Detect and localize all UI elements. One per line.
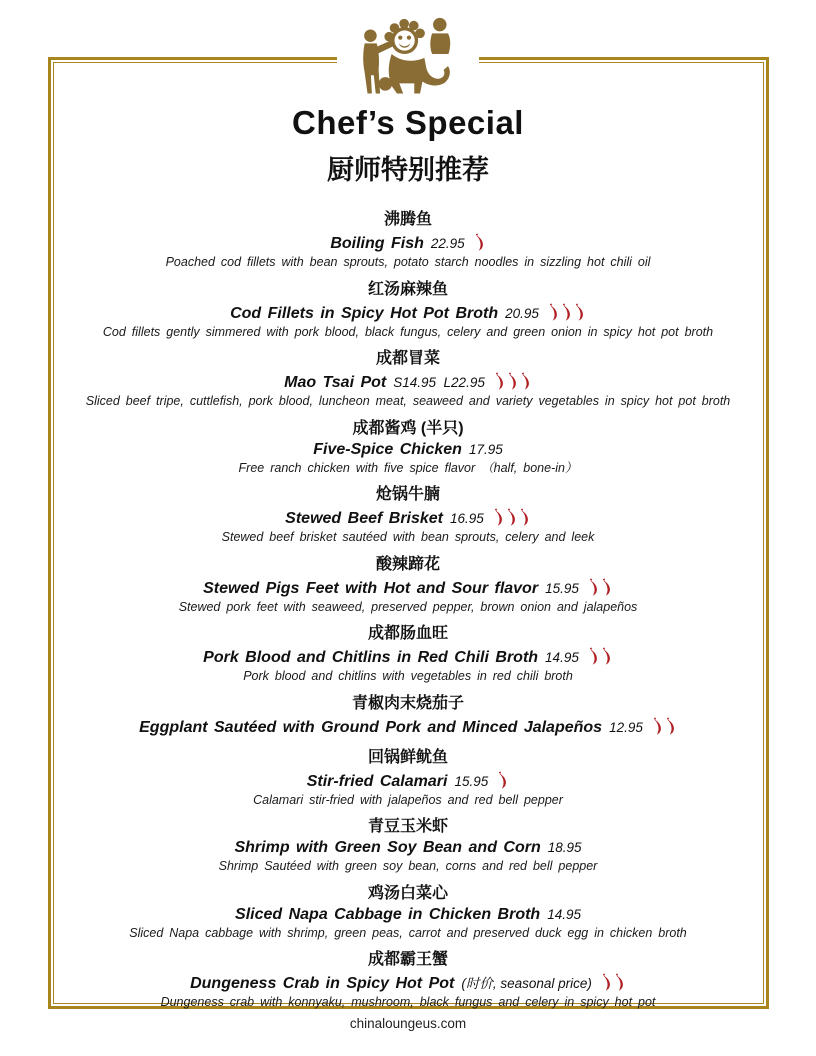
- dish-price: 14.95: [545, 650, 579, 665]
- chili-pepper-icon: [561, 303, 573, 321]
- dish-name-line: [56, 505, 760, 530]
- dish-name-line: [56, 970, 760, 995]
- dish-name-english: Stewed Pigs Feet with Hot and Sour flavor: [203, 579, 539, 597]
- chili-pepper-icon: [614, 973, 626, 991]
- spice-level-indicator: [548, 303, 586, 321]
- menu-item: [56, 694, 760, 739]
- chili-pepper-icon: [474, 233, 486, 251]
- menu-item: [56, 349, 760, 410]
- dish-price: 16.95: [450, 511, 484, 526]
- menu-item: [56, 884, 760, 942]
- dish-description: Pork blood and chitlins with vegetables in red chili broth: [243, 669, 573, 683]
- dish-price: 15.95: [545, 580, 579, 596]
- menu-content: [56, 0, 760, 1020]
- dish-name-english: Five-Spice Chicken: [313, 440, 462, 458]
- dish-name-line: [56, 768, 760, 793]
- spice-level-indicator: [588, 647, 613, 665]
- menu-item: [56, 280, 760, 341]
- spice-level-indicator: [652, 717, 677, 735]
- chili-pepper-icon: [497, 771, 509, 789]
- dish-description: Sliced beef tripe, cuttlefish, pork blood, luncheon meat, seaweed and variety vegetables in spicy hot pot broth: [85, 394, 731, 408]
- menu-item-list: [56, 210, 760, 1011]
- dish-price: (时价, seasonal price): [461, 976, 592, 991]
- chili-pepper-icon: [519, 508, 531, 526]
- dish-name-line: [56, 714, 760, 739]
- chili-pepper-icon: [601, 973, 613, 991]
- dish-price: 17.95: [468, 441, 503, 457]
- dish-description: Calamari stir-fried with jalapeños and red bell pepper: [253, 792, 563, 807]
- dish-description: Sliced Napa cabbage with shrimp, green peas, carrot and preserved duck egg in chicken broth: [129, 925, 687, 940]
- dish-description: Stewed pork feet with seaweed, preserved pepper, brown onion and jalapeños: [178, 599, 638, 614]
- dish-name-chinese: 酸辣蹄花: [375, 555, 440, 573]
- dish-price: 14.95: [547, 906, 581, 922]
- dish-price: 22.95: [430, 236, 465, 251]
- dish-name-line: [56, 575, 760, 600]
- dish-name-chinese: 成都肠血旺: [367, 625, 448, 642]
- dish-name-chinese: 沸腾鱼: [383, 211, 432, 228]
- menu-item: [56, 555, 760, 616]
- dish-name-line: [56, 837, 760, 859]
- chili-pepper-icon: [493, 508, 505, 526]
- chili-pepper-icon: [574, 303, 586, 321]
- dish-description: Dungeness crab with konnyaku, mushroom, black fungus and celery in spicy hot pot: [160, 995, 656, 1009]
- chili-pepper-icon: [506, 508, 518, 526]
- dish-name-line: [56, 439, 760, 461]
- spice-level-indicator: [497, 771, 509, 789]
- dish-price: 12.95: [609, 719, 643, 735]
- dish-description: Poached cod fillets with bean sprouts, potato starch noodles in sizzling hot chili oil: [165, 255, 651, 269]
- spice-level-indicator: [601, 973, 626, 991]
- dish-name-chinese: 炝锅牛腩: [375, 486, 440, 503]
- dish-price: 18.95: [547, 840, 582, 855]
- dish-name-chinese: 青豆玉米虾: [367, 818, 448, 835]
- chili-pepper-icon: [601, 647, 613, 665]
- dish-name-chinese: 红汤麻辣鱼: [367, 280, 448, 298]
- dish-name-english: Pork Blood and Chitlins in Red Chili Broth: [203, 649, 539, 666]
- chili-pepper-icon: [588, 578, 600, 596]
- dish-price: 15.95: [454, 773, 489, 789]
- dish-name-chinese: 成都冒菜: [375, 350, 440, 367]
- page-title: Chef’s Special: [292, 104, 524, 141]
- dish-name-line: [56, 300, 760, 325]
- dish-price: S14.95 L22.95: [393, 375, 485, 390]
- spice-level-indicator: [588, 578, 613, 596]
- dish-description: Shrimp Sautéed with green soy bean, corns and red bell pepper: [218, 859, 598, 873]
- dish-name-line: [56, 230, 760, 255]
- chili-pepper-icon: [601, 578, 613, 596]
- dish-name-english: Dungeness Crab in Spicy Hot Pot: [190, 975, 455, 992]
- menu-item: [56, 419, 760, 477]
- chili-pepper-icon: [494, 372, 506, 390]
- dish-name-english: Eggplant Sautéed with Ground Pork and Minced Jalapeños: [139, 718, 603, 736]
- page-subtitle-chinese: 厨师特别推荐: [327, 155, 489, 185]
- spice-level-indicator: [474, 233, 486, 251]
- dish-name-chinese: 成都霸王蟹: [367, 951, 448, 968]
- dish-description: Stewed beef brisket sautéed with bean sprouts, celery and leek: [221, 530, 595, 544]
- menu-item: [56, 817, 760, 875]
- chili-pepper-icon: [665, 717, 677, 735]
- dish-price: 20.95: [505, 305, 539, 321]
- chili-pepper-icon: [588, 647, 600, 665]
- menu-item: [56, 748, 760, 809]
- dish-name-english: Stir-fried Calamari: [306, 772, 448, 790]
- dish-name-english: Sliced Napa Cabbage in Chicken Broth: [235, 905, 541, 923]
- dish-name-english: Stewed Beef Brisket: [285, 510, 444, 527]
- dish-name-chinese: 回锅鲜鱿鱼: [367, 748, 448, 766]
- chili-pepper-icon: [548, 303, 560, 321]
- dish-name-english: Cod Fillets in Spicy Hot Pot Broth: [230, 304, 499, 322]
- dish-name-english: Mao Tsai Pot: [284, 374, 387, 391]
- chili-pepper-icon: [652, 717, 664, 735]
- dish-name-line: [56, 904, 760, 926]
- menu-item: [56, 210, 760, 271]
- website-url: chinaloungeus.com: [349, 1016, 467, 1031]
- spice-level-indicator: [494, 372, 532, 390]
- dish-name-chinese: 鸡汤白菜心: [367, 884, 448, 902]
- menu-item: [56, 950, 760, 1011]
- dish-name-english: Boiling Fish: [330, 235, 424, 252]
- spice-level-indicator: [493, 508, 531, 526]
- dish-name-line: [56, 369, 760, 394]
- dish-description: Cod fillets gently simmered with pork blood, black fungus, celery and green onion in spicy hot pot broth: [102, 324, 714, 339]
- menu-item: [56, 485, 760, 546]
- menu-item: [56, 624, 760, 685]
- dish-name-english: Shrimp with Green Soy Bean and Corn: [234, 839, 541, 856]
- dish-name-chinese: 成都酱鸡 (半只): [352, 419, 464, 437]
- dish-name-chinese: 青椒肉末烧茄子: [351, 694, 464, 712]
- chili-pepper-icon: [507, 372, 519, 390]
- chili-pepper-icon: [520, 372, 532, 390]
- dish-name-line: [56, 644, 760, 669]
- dish-description: Free ranch chicken with five spice flavor （half, bone-in）: [238, 460, 578, 475]
